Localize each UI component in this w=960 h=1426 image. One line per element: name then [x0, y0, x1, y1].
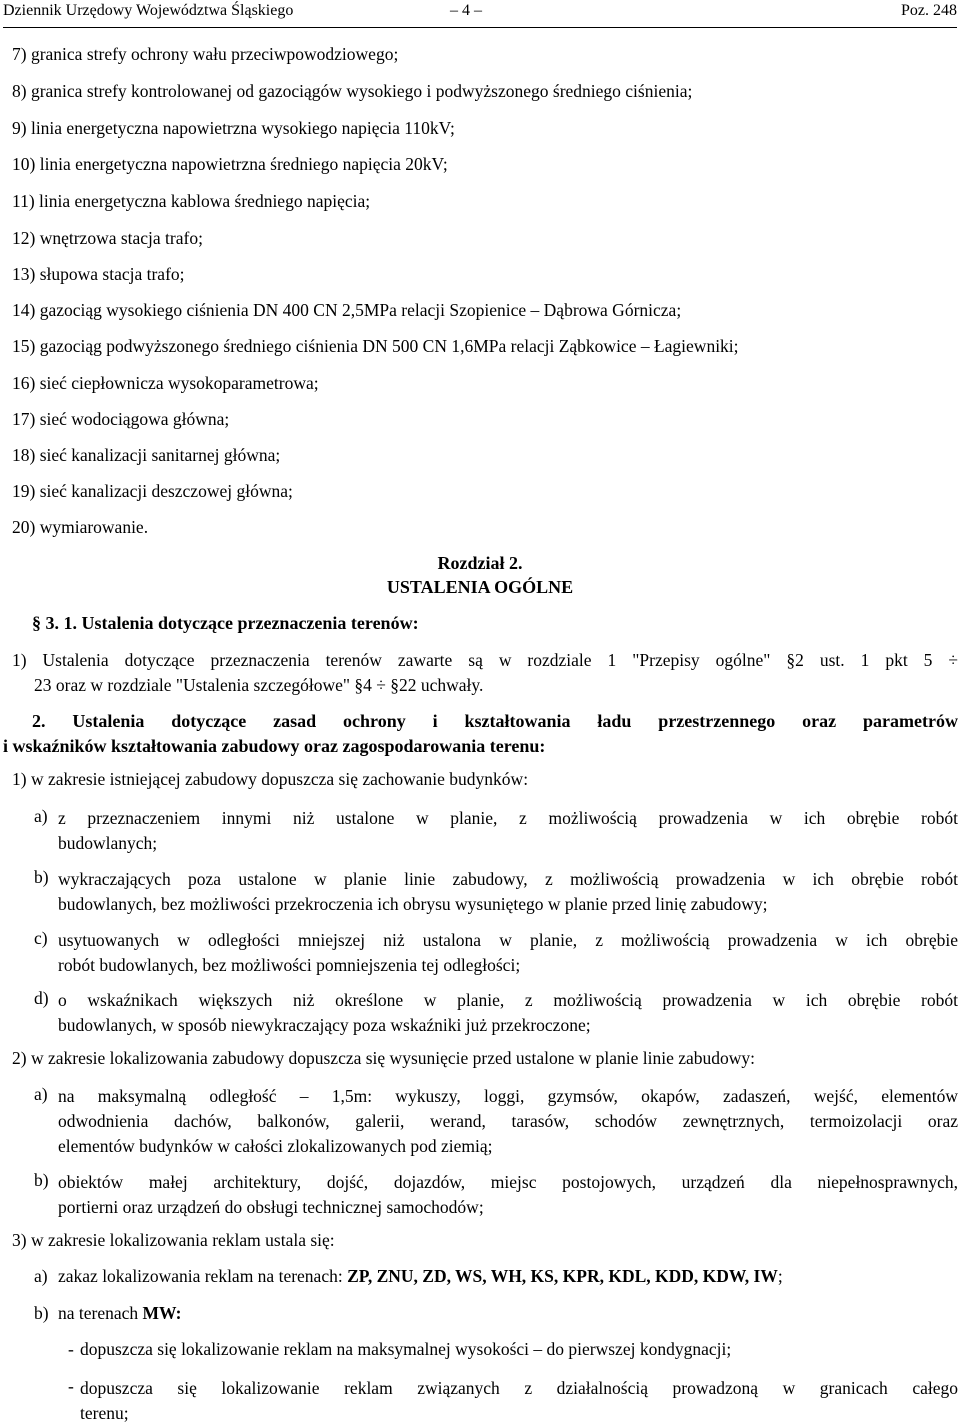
section-2-heading: [3, 709, 958, 759]
list-item: 15) gazociąg podwyższonego średniego ciśnienia DN 500 CN 1,6MPa relacji Ząbkowice – Łagiewniki;: [12, 336, 739, 356]
paragraph-line: wykraczających poza ustalone w planie linie zabudowy, z możliwością prowadzenia w ich obrębie robót: [58, 869, 958, 889]
paragraph-line: terenu;: [80, 1403, 129, 1423]
paragraph-line: budowlanych, bez możliwości przekroczenia ich obrysu wysuniętego w planie przed linię zabudowy;: [58, 894, 768, 914]
paragraph-line: budowlanych;: [58, 833, 158, 853]
subsection-intro: 1) w zakresie istniejącej zabudowy dopuszcza się zachowanie budynków:: [12, 769, 529, 789]
header-divider: [3, 27, 957, 28]
paragraph-line: 1) Ustalenia dotyczące przeznaczenia terenów zawarte są w rozdziale 1 "Przepisy ogólne" §2 ust. 1 pkt 5 ÷: [12, 650, 958, 670]
zone-code: MW:: [142, 1303, 182, 1323]
paragraph-line: obiektów małej architektury, dojść, dojazdów, miejsc postojowych, urządzeń dla niepełnosprawnych,: [58, 1172, 958, 1192]
list-item: 11) linia energetyczna kablowa średniego napięcia;: [12, 191, 371, 211]
list-item: 8) granica strefy kontrolowanej od gazociągów wysokiego i podwyższonego średniego ciśnienia;: [12, 81, 693, 101]
zone-codes: ZP, ZNU, ZD, WS, WH, KS, KPR, KDL, KDD, KDW, IW: [347, 1266, 778, 1286]
sub-item-text: na terenach: [58, 1303, 143, 1323]
list-item: 13) słupowa stacja trafo;: [12, 264, 185, 284]
paragraph-line: portierni oraz urządzeń do obsługi technicznej samochodów;: [58, 1197, 484, 1217]
list-item: 9) linia energetyczna napowietrzna wysokiego napięcia 110kV;: [12, 118, 455, 138]
list-item: 14) gazociąg wysokiego ciśnienia DN 400 CN 2,5MPa relacji Szopienice – Dąbrowa Górnicza;: [12, 300, 682, 320]
sub-item-d: [58, 988, 958, 1038]
sub-item-b: [58, 867, 958, 917]
sub-item-end: ;: [777, 1266, 783, 1286]
paragraph-line: odwodnienia dachów, balkonów, galerii, werand, tarasów, schodów zewnętrznych, termoizolacji oraz: [58, 1111, 958, 1131]
item-label: a): [34, 1266, 48, 1286]
chapter-number: Rozdział 2.: [437, 553, 523, 573]
dash-item: [80, 1376, 958, 1426]
dash-item: [80, 1339, 731, 1360]
paragraph-line: robót budowlanych, bez możliwości pomniejszenia tej odległości;: [58, 955, 521, 975]
item-label: c): [34, 928, 48, 948]
paragraph-line: 2. Ustalenia dotyczące zasad ochrony i kształtowania ładu przestrzennego oraz parametrów: [32, 711, 958, 731]
sub-item-a: [58, 806, 958, 856]
list-item: 12) wnętrzowa stacja trafo;: [12, 228, 203, 248]
item-label: b): [34, 1170, 49, 1190]
sub-item-b: [58, 1303, 181, 1324]
item-label: a): [34, 1084, 48, 1104]
list-item: 20) wymiarowanie.: [12, 517, 149, 537]
paragraph-line: o wskaźnikach większych niż określone w planie, z możliwością prowadzenia w ich obrębie robót: [58, 990, 958, 1010]
sub-item-b: [58, 1170, 958, 1220]
list-item: 7) granica strefy ochrony wału przeciwpowodziowego;: [12, 44, 399, 64]
paragraph-line: z przeznaczeniem innymi niż ustalone w planie, z możliwością prowadzenia w ich obrębie robót: [58, 808, 958, 828]
subsection-intro: 2) w zakresie lokalizowania zabudowy dopuszcza się wysunięcie przed ustalone w planie linie zabudowy:: [12, 1048, 755, 1068]
item-label: d): [34, 988, 49, 1008]
paragraph-line: usytuowanych w odległości mniejszej niż ustalona w planie, z możliwością prowadzenia w ich obrębie: [58, 930, 958, 950]
paragraph-line: i wskaźników kształtowania zabudowy oraz zagospodarowania terenu:: [3, 736, 546, 756]
page-header: [3, 2, 957, 24]
item-label: b): [34, 1303, 49, 1323]
journal-title: Dziennik Urzędowy Województwa Śląskiego: [3, 2, 294, 19]
sub-item-a: [58, 1084, 958, 1159]
section-heading: § 3. 1. Ustalenia dotyczące przeznaczenia terenów:: [32, 613, 419, 633]
list-item: 10) linia energetyczna napowietrzna średniego napięcia 20kV;: [12, 154, 448, 174]
item-label: a): [34, 806, 48, 826]
dash-label: -: [68, 1376, 74, 1396]
list-item: 19) sieć kanalizacji deszczowej główna;: [12, 481, 293, 501]
dash-label: -: [68, 1339, 74, 1359]
paragraph-line: elementów budynków w całości zlokalizowanych pod ziemią;: [58, 1136, 493, 1156]
item-label: b): [34, 867, 49, 887]
sub-item-text: zakaz lokalizowania reklam na terenach:: [58, 1266, 348, 1286]
paragraph-line: na maksymalną odległość – 1,5m: wykuszy, loggi, gzymsów, okapów, zadaszeń, wejść, elementów: [58, 1086, 958, 1106]
list-item: 17) sieć wodociągowa główna;: [12, 409, 230, 429]
page-number: – 4 –: [450, 2, 482, 19]
paragraph-item-1: [12, 648, 958, 698]
subsection-intro: 3) w zakresie lokalizowania reklam ustala się:: [12, 1230, 335, 1250]
list-item: 16) sieć ciepłownicza wysokoparametrowa;: [12, 373, 319, 393]
sub-item-a: [58, 1266, 783, 1287]
paragraph-line: dopuszcza się lokalizowanie reklam związanych z działalnością prowadzoną w granicach całego: [80, 1378, 958, 1398]
paragraph-line: 23 oraz w rozdziale "Ustalenia szczegółowe" §4 ÷ §22 uchwały.: [34, 675, 484, 695]
sub-item-c: [58, 928, 958, 978]
paragraph-line: budowlanych, w sposób niewykraczający poza wskaźniki już przekroczone;: [58, 1015, 591, 1035]
paragraph-line: dopuszcza się lokalizowanie reklam na maksymalnej wysokości – do pierwszej kondygnacji;: [80, 1339, 732, 1359]
list-item: 18) sieć kanalizacji sanitarnej główna;: [12, 445, 281, 465]
chapter-title: USTALENIA OGÓLNE: [386, 577, 574, 597]
position-number: Poz. 248: [901, 2, 957, 19]
